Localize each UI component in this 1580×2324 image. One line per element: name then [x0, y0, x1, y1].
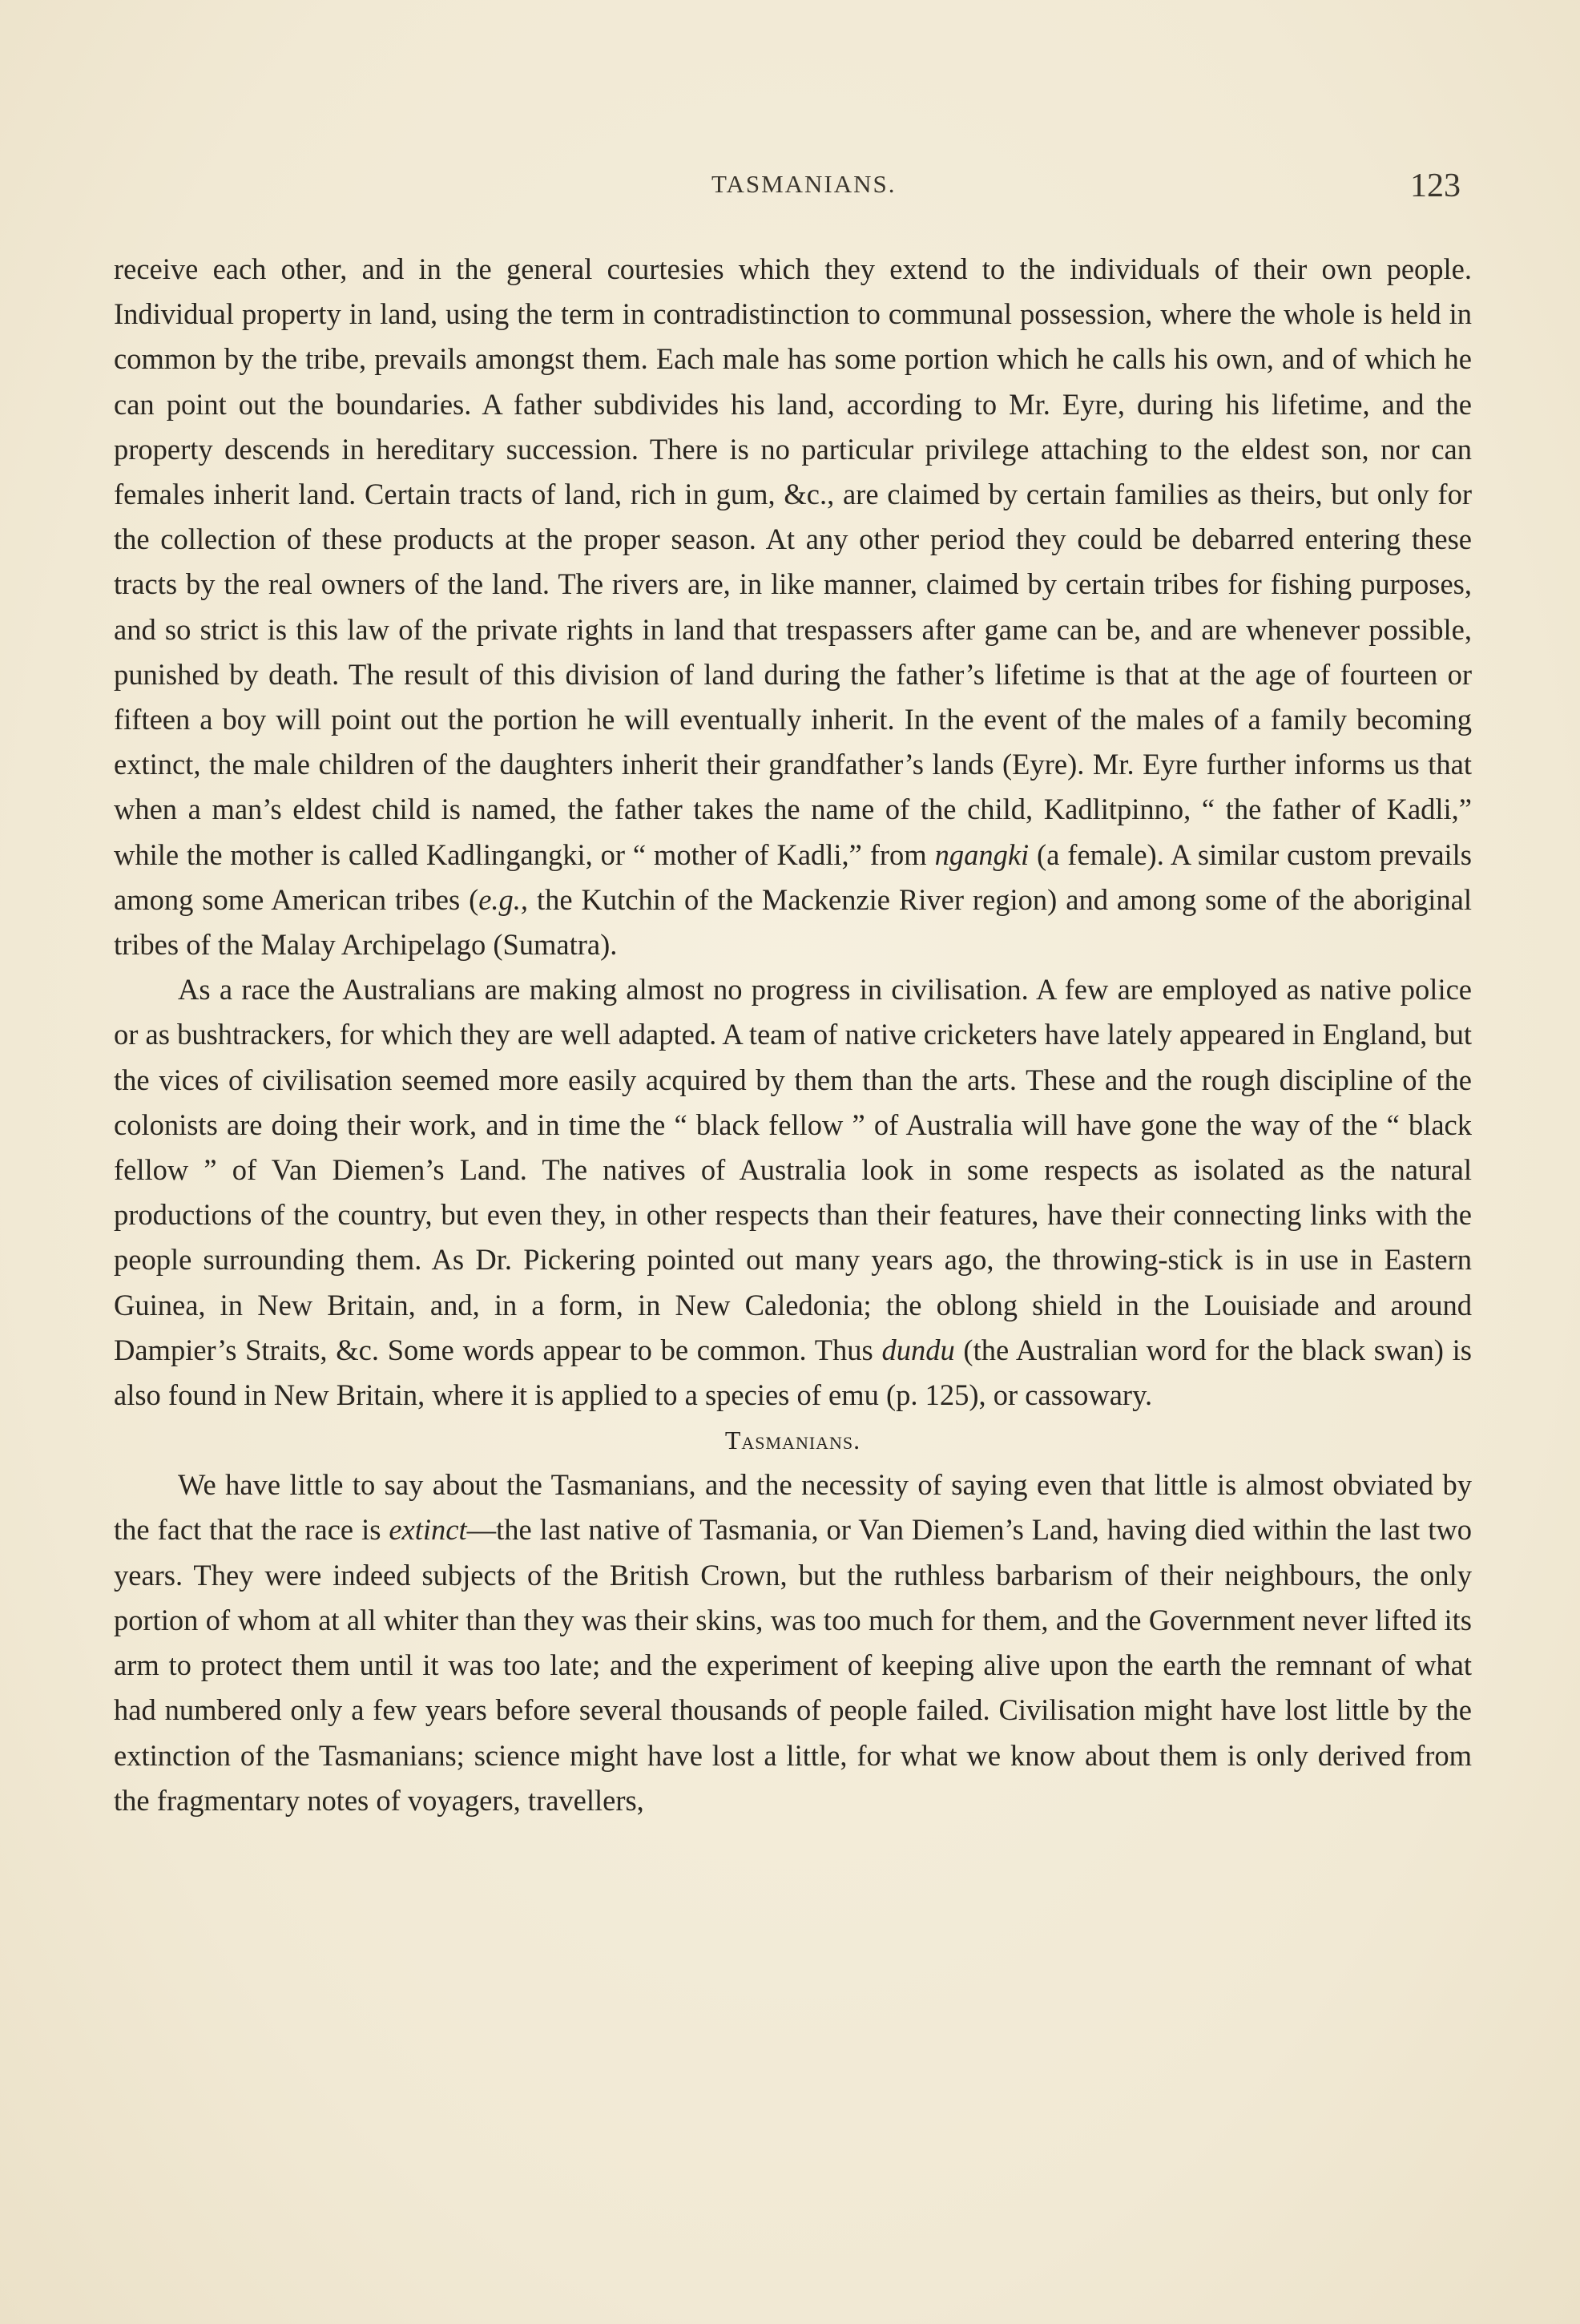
italic-text: dundu	[881, 1333, 955, 1366]
text-run: the Kutchin of the Mackenzie River region) and among some of the aboriginal tribes of the Malay Archipelago (Sumatra).	[114, 882, 1472, 962]
text-run: receive each other, and in the general courtesies which they extend to the individuals of their own people. Individual property in land, using the term in contradistinction to communal possession, where the whole is held in common by the tribe, prevails amongst them. Each male has some portion which he calls his own, and of which he can point out the boundaries. A father subdivides his land, according to Mr. Eyre, during his lifetime, and the property descends in hereditary succession. There is no particular privilege attaching to the eldest son, nor can females inherit land. Certain tracts of land, rich in gum, &c., are claimed by certain families as theirs, but only for the collection of these products at the proper season. At any other period they could be debarred entering these tracts by the real owners of the land. The rivers are, in like manner, claimed by certain tribes for fishing purposes, and so strict is this law of the private rights in land that trespassers after game can be, and are whenever possible, punished by death. The result of this division of land during the father’s lifetime is that at the age of fourteen or fifteen a boy will point out the portion he will eventually inherit. In the event of the males of a family becoming extinct, the male children of the daughters inherit their grandfather’s lands (Eyre). Mr. Eyre further informs us that when a man’s eldest child is named, the father takes the name of the child, Kadlitpinno, “ the father of Kadli,” while the mother is called Kadlingangki, or “ mother of Kadli,” from	[114, 252, 1472, 871]
italic-text: ngangki	[934, 837, 1030, 871]
section-heading-tasmanians: Tasmanians.	[724, 1426, 861, 1455]
page-number: 123	[1410, 167, 1461, 204]
italic-text: extinct	[389, 1513, 467, 1547]
text-run: We have little to say about the Tasmanians, and the necessity of saying even that little is almost obviated by the fact that the race is	[114, 1468, 1472, 1547]
text-run: (the Australian word for the black swan) is also found in New Britain, where it is applied to a species of emu (p. 125), or cassowary.	[114, 1333, 1472, 1412]
running-head	[0, 167, 1580, 207]
paragraph-australian-progress	[114, 967, 1472, 1418]
text-run: (a female). A similar custom prevails among some American tribes (	[114, 837, 1473, 916]
paragraph-property-customs	[114, 247, 1472, 967]
text-run: —the last native of Tasmania, or Van Diemen’s Land, having died within the last two years. They were indeed subjects of the British Crown, but the ruthless barbarism of their neighbours, the only portion of whom at all whiter than they was their skins, was too much for them, and the Government never lifted its arm to protect them until it was too late; and the experiment of keeping alive upon the earth the remnant of what had numbered only a few years before several thousands of people failed. Civilisation might have lost little by the extinction of the Tasmanians; science might have lost a little, for what we know about them is only derived from the fragmentary notes of voyagers, travellers,	[114, 1513, 1472, 1817]
text-run: As a race the Australians are making almost no progress in civilisation. A few are employed as native police or as bushtrackers, for which they are well adapted. A team of native cricketers have lately appeared in England, but the vices of civilisation seemed more easily acquired by them than the arts. These and the rough discipline of the colonists are doing their work, and in time the “ black fellow ” of Australia will have gone the way of the “ black fellow ” of Van Diemen’s Land. The natives of Australia look in some respects as isolated as the natural productions of the country, but even they, in other respects than their features, have their connecting links with the people surrounding them. As Dr. Pickering pointed out many years ago, the throwing-stick is in use in Eastern Guinea, in New Britain, and, in a form, in New Caledonia; the oblong shield in the Louisiade and around Dampier’s Straits, &c. Some words appear to be common. Thus	[114, 973, 1472, 1366]
italic-text: e.g.,	[478, 882, 529, 916]
body-text	[114, 247, 1472, 1823]
paragraph-tasmanians	[114, 1463, 1472, 1823]
running-title: TASMANIANS.	[711, 170, 897, 198]
